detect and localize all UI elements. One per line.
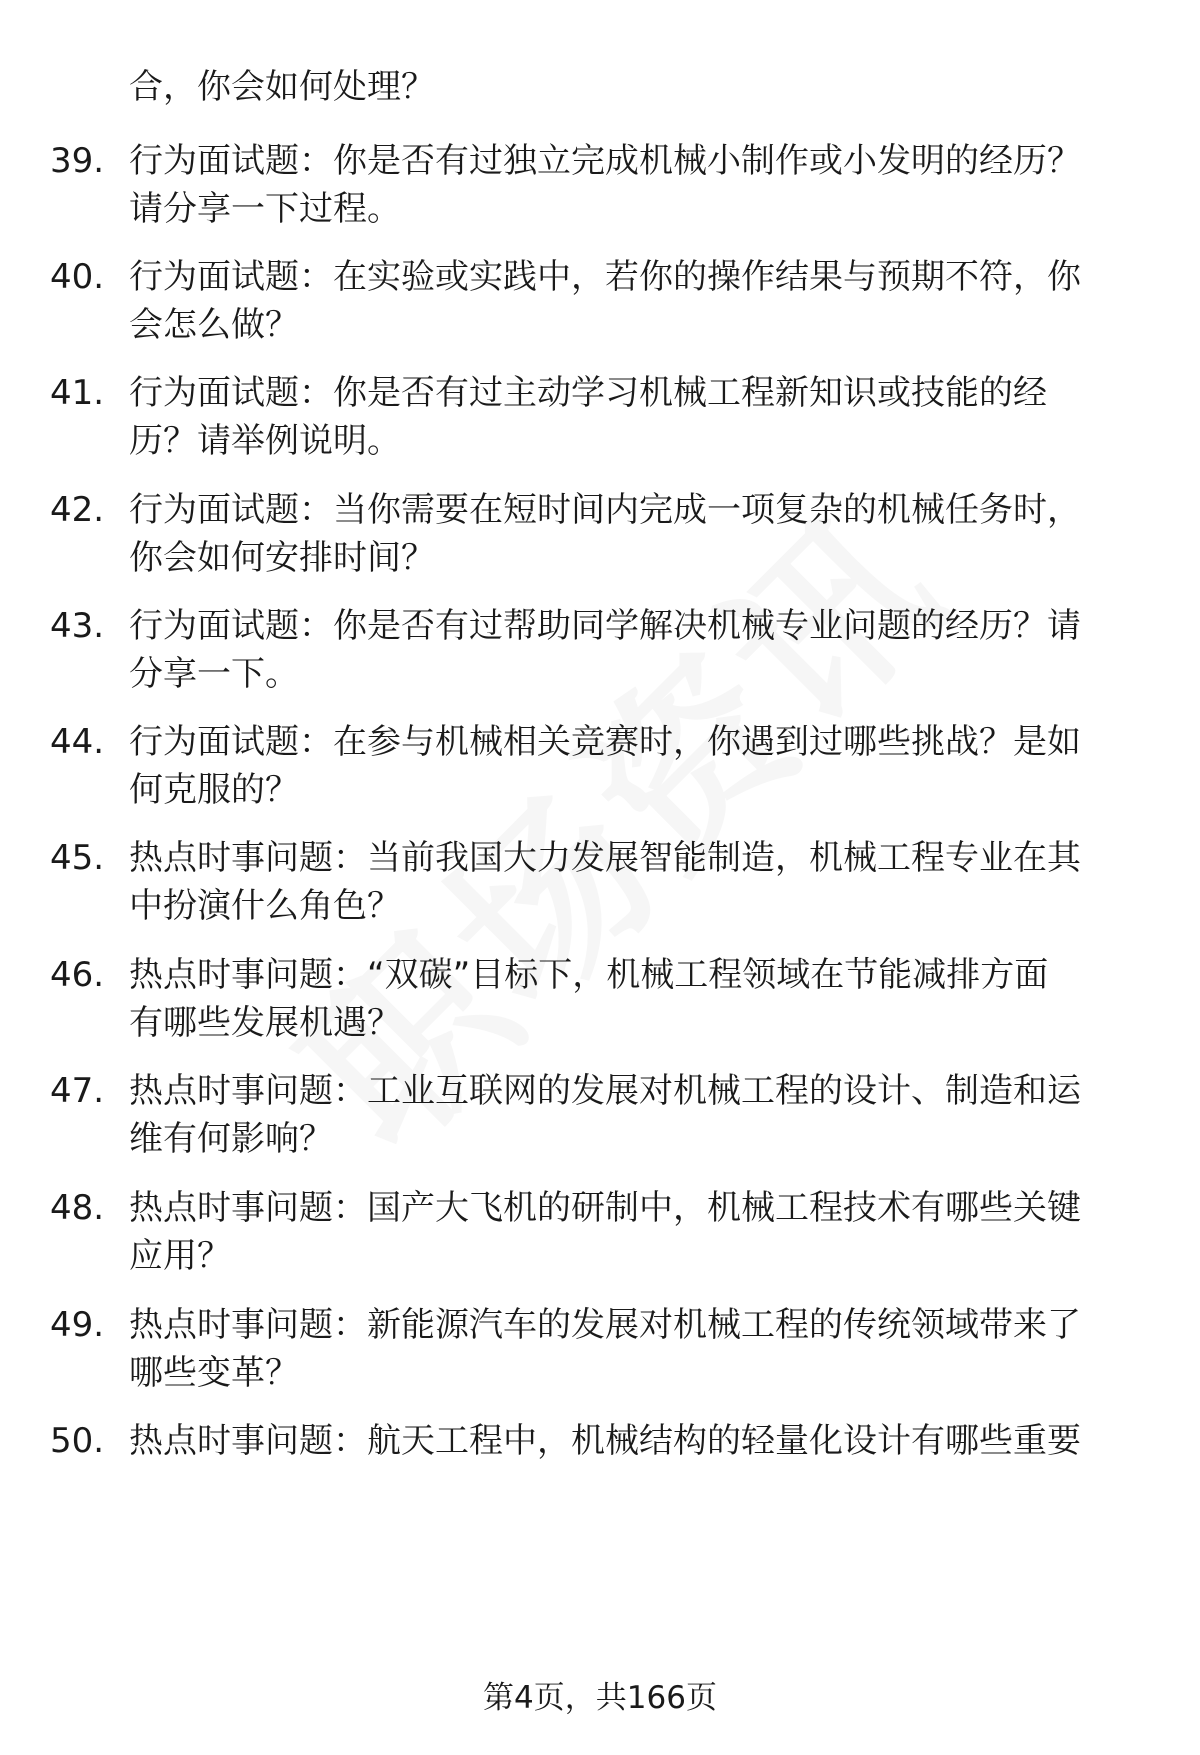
- item-text-line: 行为面试题：当你需要在短时间内完成一项复杂的机械任务时，: [129, 490, 1081, 530]
- item-text-line: 何克服的？: [129, 770, 299, 810]
- item-text-line: 热点时事问题：航天工程中，机械结构的轻量化设计有哪些重要: [129, 1421, 1081, 1461]
- item-text-line: 行为面试题：在实验或实践中，若你的操作结果与预期不符，你: [129, 257, 1081, 297]
- item-text-line: 热点时事问题：新能源汽车的发展对机械工程的传统领域带来了: [129, 1305, 1081, 1345]
- item-text-line: 热点时事问题：国产大飞机的研制中，机械工程技术有哪些关键: [129, 1188, 1081, 1228]
- item-number: 49.: [50, 1305, 105, 1345]
- item-text-line: 有哪些发展机遇？: [129, 1003, 401, 1043]
- item-text-line: 行为面试题：在参与机械相关竞赛时，你遇到过哪些挑战？是如: [129, 722, 1081, 762]
- page-footer: 第4页，共166页: [483, 1680, 717, 1716]
- item-number: 45.: [50, 838, 105, 878]
- item-text-line: 热点时事问题：当前我国大力发展智能制造，机械工程专业在其: [129, 838, 1081, 878]
- item-text-line: 分享一下。: [129, 654, 299, 694]
- item-text-line: 行为面试题：你是否有过独立完成机械小制作或小发明的经历？: [129, 141, 1081, 181]
- item-text-line: 请分享一下过程。: [129, 189, 401, 229]
- item-number: 43.: [50, 606, 105, 646]
- item-number: 47.: [50, 1071, 105, 1111]
- item-text-line: 行为面试题：你是否有过主动学习机械工程新知识或技能的经: [129, 373, 1047, 413]
- item-number: 46.: [50, 955, 105, 995]
- item-number: 41.: [50, 373, 105, 413]
- item-number: 42.: [50, 490, 105, 530]
- item-text-line: 你会如何安排时间？: [129, 538, 435, 578]
- item-number: 39.: [50, 141, 105, 181]
- item-text-line: 应用？: [129, 1236, 231, 1276]
- item-text-line: 维有何影响？: [129, 1119, 333, 1159]
- item-text-line: 中扮演什么角色？: [129, 886, 401, 926]
- item-number: 40.: [50, 257, 105, 297]
- item-number: 48.: [50, 1188, 105, 1228]
- item-text-line: 哪些变革？: [129, 1353, 299, 1393]
- item-text-line: 热点时事问题：工业互联网的发展对机械工程的设计、制造和运: [129, 1071, 1081, 1111]
- item-text-line: 热点时事问题：“双碳”目标下，机械工程领域在节能减排方面: [129, 955, 1049, 995]
- continued-question-text: 合，你会如何处理？: [129, 67, 435, 107]
- item-number: 44.: [50, 722, 105, 762]
- item-text-line: 行为面试题：你是否有过帮助同学解决机械专业问题的经历？请: [129, 606, 1081, 646]
- item-text-line: 会怎么做？: [129, 305, 299, 345]
- item-number: 50.: [50, 1421, 105, 1461]
- item-text-line: 历？请举例说明。: [129, 421, 401, 461]
